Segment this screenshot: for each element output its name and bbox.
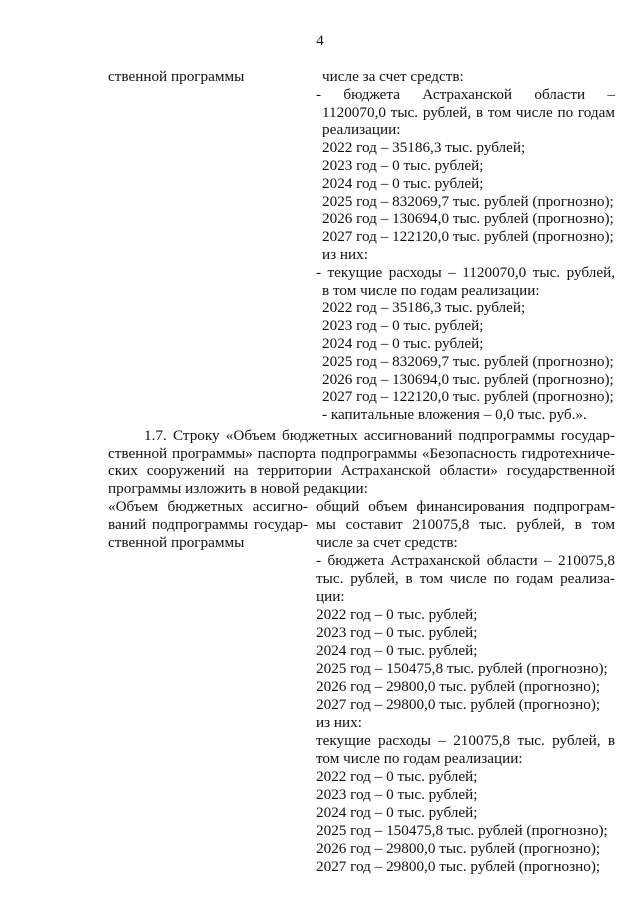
block1-right-line: - бюджета Астраханской области –: [316, 86, 615, 103]
block1-right-line: 2024 год – 0 тыс. рублей;: [322, 175, 484, 192]
block1-right-line: 2027 год – 122120,0 тыс. рублей (прогнозно);: [322, 228, 614, 245]
block2-right-line: числе за счет средств:: [316, 534, 458, 551]
block1-right-line: 2023 год – 0 тыс. рублей;: [322, 157, 484, 174]
block2-right-line: текущие расходы – 210075,8 тыс. рублей, в: [316, 732, 615, 749]
block2-right-line: 2023 год – 0 тыс. рублей;: [316, 624, 478, 641]
block2-left-line: ственной программы: [108, 534, 245, 551]
block1-right-line: в том числе по годам реализации:: [322, 282, 540, 299]
block2-right-line: 2025 год – 150475,8 тыс. рублей (прогнозно);: [316, 660, 608, 677]
block2-right-line: 2022 год – 0 тыс. рублей;: [316, 606, 478, 623]
block1-right-line: 2022 год – 35186,3 тыс. рублей;: [322, 299, 526, 316]
block2-right-line: общий объем финансирования подпрограм-: [316, 498, 615, 515]
block1-right-line: 2026 год – 130694,0 тыс. рублей (прогнозно);: [322, 210, 614, 227]
block2-right-line: 2027 год – 29800,0 тыс. рублей (прогнозно);: [316, 858, 601, 875]
block2-right-line: ции:: [316, 588, 345, 605]
block1-right-line: числе за счет средств:: [322, 68, 464, 85]
block1-right-line: - текущие расходы – 1120070,0 тыс. рублей,: [316, 264, 615, 281]
block1-right-line: реализации:: [322, 121, 401, 138]
block2-left-line: ваний подпрограммы государ-: [108, 516, 308, 533]
block1-right-line: - капитальные вложения – 0,0 тыс. руб.».: [322, 406, 587, 423]
block2-right-line: 2024 год – 0 тыс. рублей;: [316, 804, 478, 821]
block2-right-line: том числе по годам реализации:: [316, 750, 523, 767]
block2-right-line: мы составит 210075,8 тыс. рублей, в том: [316, 516, 615, 533]
block2-right-line: из них:: [316, 714, 362, 731]
block2-right-line: 2022 год – 0 тыс. рублей;: [316, 768, 478, 785]
block1-right-line: 2025 год – 832069,7 тыс. рублей (прогнозно);: [322, 193, 614, 210]
block1-right-line: 2024 год – 0 тыс. рублей;: [322, 335, 484, 352]
block2-left-line: «Объем бюджетных ассигно-: [108, 498, 308, 515]
block2-right-line: 2024 год – 0 тыс. рублей;: [316, 642, 478, 659]
block1-right-line: 2022 год – 35186,3 тыс. рублей;: [322, 139, 526, 156]
block1-right-line: 2025 год – 832069,7 тыс. рублей (прогнозно);: [322, 353, 614, 370]
block2-right-line: 2027 год – 29800,0 тыс. рублей (прогнозно);: [316, 696, 601, 713]
block1-right-line: из них:: [322, 246, 368, 263]
page-number: 4: [316, 33, 324, 49]
block1-right-line: 2026 год – 130694,0 тыс. рублей (прогнозно);: [322, 371, 614, 388]
block2-right-line: тыс. рублей, в том числе по годам реализа-: [316, 570, 615, 587]
paragraph-line: программы изложить в новой редакции:: [108, 480, 368, 497]
paragraph-line: 1.7. Строку «Объем бюджетных ассигнований подпрограммы государ-: [144, 427, 615, 444]
paragraph-line: ских сооружений на территории Астраханской области» государственной: [108, 462, 615, 479]
block2-right-line: 2023 год – 0 тыс. рублей;: [316, 786, 478, 803]
block2-right-line: 2026 год – 29800,0 тыс. рублей (прогнозно);: [316, 678, 601, 695]
block1-right-line: 2023 год – 0 тыс. рублей;: [322, 317, 484, 334]
block2-right-line: - бюджета Астраханской области – 210075,8: [316, 552, 615, 569]
block1-right-line: 1120070,0 тыс. рублей, в том числе по годам: [322, 104, 615, 121]
block1-right-line: 2027 год – 122120,0 тыс. рублей (прогнозно);: [322, 388, 614, 405]
block1-left-line: ственной программы: [108, 68, 245, 85]
block2-right-line: 2025 год – 150475,8 тыс. рублей (прогнозно);: [316, 822, 608, 839]
paragraph-line: ственной программы» паспорта подпрограммы «Безопасность гидротехниче-: [108, 445, 615, 462]
block2-right-line: 2026 год – 29800,0 тыс. рублей (прогнозно);: [316, 840, 601, 857]
